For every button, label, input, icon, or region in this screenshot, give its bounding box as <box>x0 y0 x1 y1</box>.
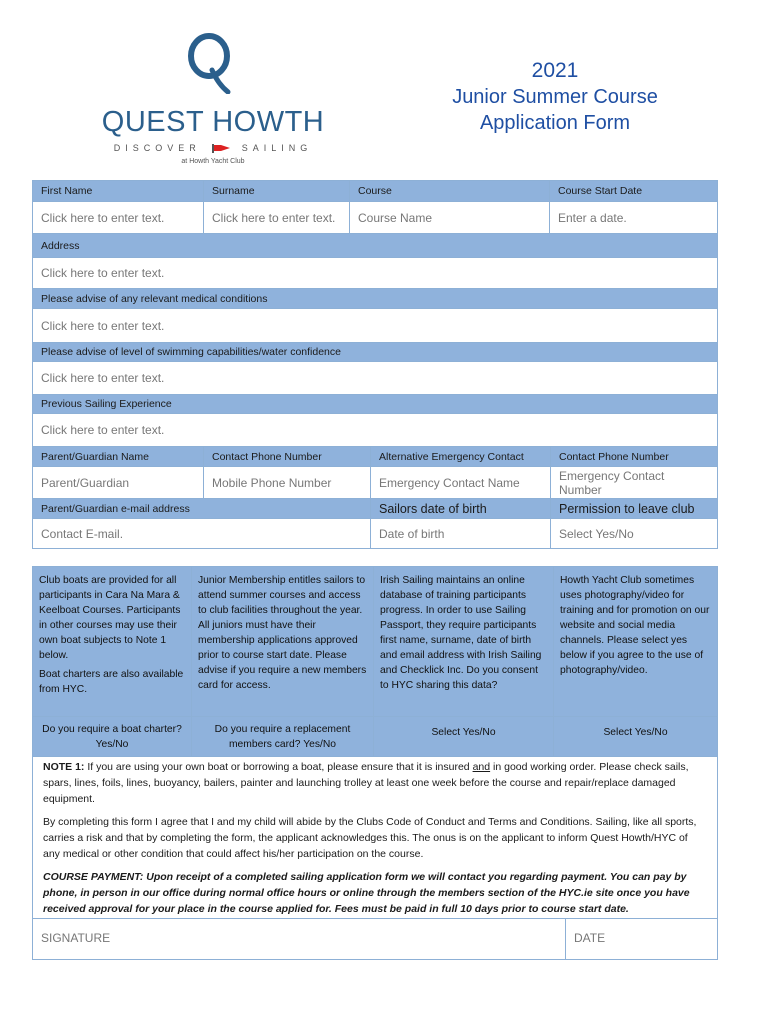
note-1 <box>43 759 707 807</box>
terms-notes <box>32 757 718 919</box>
logo-name: QUEST HOWTH <box>101 106 325 138</box>
date-field[interactable]: DATE <box>574 931 606 945</box>
note-1-text-a: If you are using your own boat or borrowing a boat, please ensure that it is insured <box>84 761 473 773</box>
logo-mark-icon <box>184 32 234 94</box>
membership-info: Junior Membership entitles sailors to attend summer courses and access to club facilities throughout the year. All juniors must have their membership applications approved prior to course start date. Please advise if you require a new members card for access. <box>192 567 374 716</box>
start-date-label: Course Start Date <box>550 181 717 201</box>
title-line-2: Application Form <box>479 112 631 134</box>
consent-section <box>32 566 718 757</box>
members-card-select[interactable]: Do you require a replacement members card? Yes/No <box>192 717 374 756</box>
boats-info-text: Club boats are provided for all participants in Cara Na Mara & Keelboat Courses. Participants in other courses may use their own boat subjects to Note 1 below. <box>39 575 181 661</box>
first-name-field[interactable]: Click here to enter text. <box>33 202 204 233</box>
swimming-field[interactable]: Click here to enter text. <box>33 362 717 394</box>
guardian-name-field[interactable]: Parent/Guardian <box>33 467 204 498</box>
surname-label: Surname <box>204 181 350 201</box>
boat-charter-select[interactable]: Do you require a boat charter? Yes/No <box>33 717 192 756</box>
boat-charter-info-text: Boat charters are also available from HYC. <box>39 669 184 695</box>
medical-field[interactable]: Click here to enter text. <box>33 309 717 342</box>
boats-info <box>33 567 192 716</box>
data-consent-select[interactable]: Select Yes/No <box>374 717 554 756</box>
first-name-label: First Name <box>33 181 204 201</box>
dob-label: Sailors date of birth <box>371 499 551 518</box>
guardian-name-label: Parent/Guardian Name <box>33 447 204 466</box>
guardian-email-field[interactable]: Contact E-mail. <box>33 519 371 548</box>
photo-consent-select[interactable]: Select Yes/No <box>554 717 717 756</box>
swimming-label: Please advise of level of swimming capabilities/water confidence <box>33 343 717 361</box>
surname-field[interactable]: Click here to enter text. <box>204 202 350 233</box>
flag-icon <box>212 144 230 153</box>
signature-field[interactable]: SIGNATURE <box>33 919 566 959</box>
logo-tag-left: DISCOVER <box>113 143 201 153</box>
course-label: Course <box>350 181 550 201</box>
guardian-phone-label: Contact Phone Number <box>204 447 371 466</box>
guardian-email-label: Parent/Guardian e-mail address <box>33 499 371 518</box>
signature-row <box>32 918 718 960</box>
permission-select[interactable]: Select Yes/No <box>551 519 717 548</box>
title-year: 2021 <box>531 59 579 82</box>
irish-sailing-info: Irish Sailing maintains an online database of training participants progress. In order to use Sailing Passport, they require participants first name, surname, date of birth and email address with Irish Sailing and Checklick Inc. Do you consent to HYC sharing this data? <box>374 567 554 716</box>
logo-tagline <box>88 143 338 153</box>
alt-contact-field[interactable]: Emergency Contact Name <box>371 467 551 498</box>
agreement-text: By completing this form I agree that I and my child will abide by the Clubs Code of Conduct and Terms and Conditions. Sailing, like all sports, carries a risk and that by completing the form, the applicant acknowledges this. The onus is on the applicant to inform Quest Howth/HYC of any medical or other condition that could affect his/her participation on the course. <box>43 816 697 860</box>
start-date-field[interactable]: Enter a date. <box>550 202 717 233</box>
note-1-heading: NOTE 1: <box>43 761 85 773</box>
payment-text: COURSE PAYMENT: Upon receipt of a completed sailing application form we will contact you regarding payment. You can pay by phone, in person in our office during normal office hours or online through the members section of the HYC.ie site once you have received approval for your place in the course applied for. Fees must be paid in full 10 days prior to course start date. <box>43 871 690 915</box>
logo-tag-right: SAILING <box>241 143 313 153</box>
medical-label: Please advise of any relevant medical conditions <box>33 289 717 308</box>
address-label: Address <box>33 234 717 257</box>
photography-info: Howth Yacht Club sometimes uses photography/video for training and for promotion on our website and social media channels. Please select yes below if you agree to the use of photography/video. <box>554 567 717 716</box>
form-title <box>410 58 700 136</box>
title-line-1: Junior Summer Course <box>452 86 658 108</box>
permission-label: Permission to leave club <box>551 499 717 518</box>
applicant-form <box>32 180 718 549</box>
alt-phone-label: Contact Phone Number <box>551 447 717 466</box>
note-1-and: and <box>472 761 491 773</box>
guardian-phone-field[interactable]: Mobile Phone Number <box>204 467 371 498</box>
logo-subtitle: at Howth Yacht Club <box>181 158 245 165</box>
alt-phone-field[interactable]: Emergency Contact Number <box>551 467 717 498</box>
course-field[interactable]: Course Name <box>350 202 550 233</box>
alt-contact-label: Alternative Emergency Contact <box>371 447 551 466</box>
quest-howth-logo <box>88 32 338 172</box>
address-field[interactable]: Click here to enter text. <box>33 258 717 288</box>
note-1-text-b: in good working order. Please check sails, spars, lines, foils, lines, buoyancy, bailers, painter and launching trolley at least one week before the course and repair/replace damaged equipment. <box>43 761 689 805</box>
experience-field[interactable]: Click here to enter text. <box>33 414 717 446</box>
experience-label: Previous Sailing Experience <box>33 395 717 413</box>
dob-field[interactable]: Date of birth <box>371 519 551 548</box>
